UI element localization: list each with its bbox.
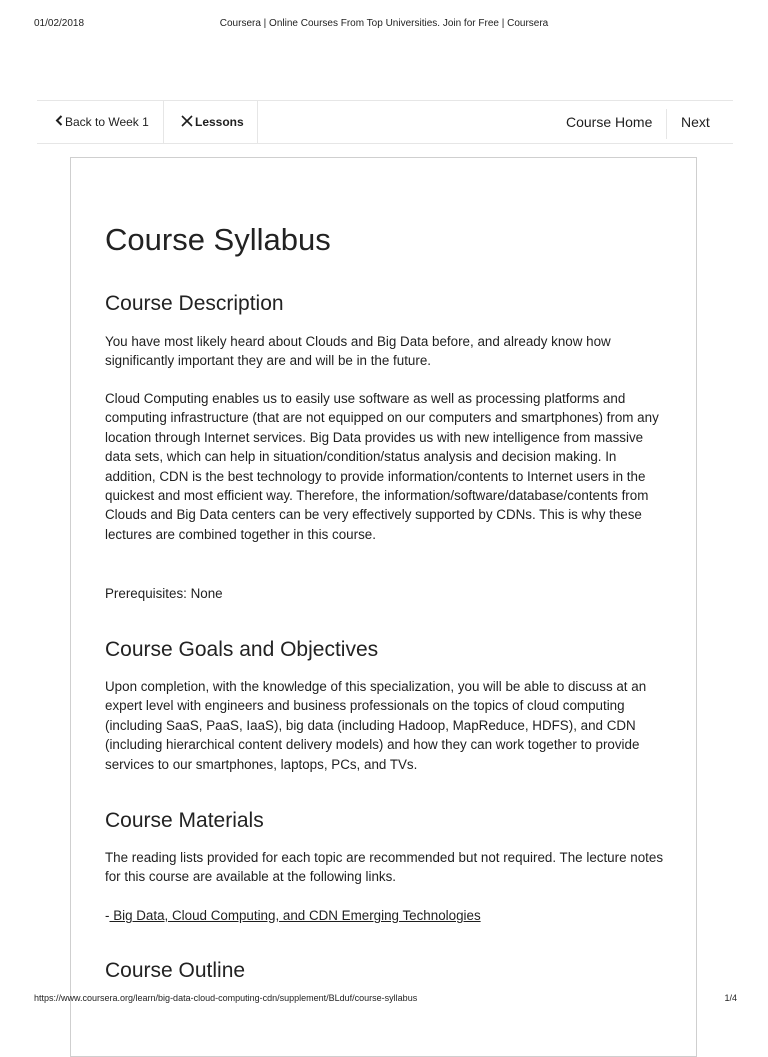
lessons-label: Lessons — [195, 115, 244, 129]
nav-divider — [257, 101, 258, 143]
course-home-link[interactable]: Course Home — [566, 114, 653, 130]
next-button[interactable]: Next — [681, 114, 710, 130]
prerequisites-text: Prerequisites: None — [105, 586, 223, 601]
course-description-heading: Course Description — [105, 292, 284, 315]
link-prefix: - — [105, 908, 110, 923]
goals-paragraph: Upon completion, with the knowledge of this specialization, you will be able to discuss at an expert level with engineers and business professionals on the topics of cloud computing (including SaaS, PaaS, IaaS), big data (including Hadoop, MapReduce, HDFS), and CDN (including hierarchical content delivery models) and how they can work together to provide services to our smartphones, laptops, PCs, and TVs. — [105, 679, 647, 772]
course-outline-heading: Course Outline — [105, 959, 246, 982]
nav-divider — [666, 109, 667, 139]
materials-paragraph: The reading lists provided for each topic are recommended but not required. The lecture notes for this course are available at the following links. — [105, 850, 664, 885]
print-header — [0, 18, 768, 32]
back-to-week-button[interactable] — [55, 101, 149, 143]
back-to-week-label: Back to Week 1 — [65, 115, 149, 129]
print-page-number: 1/4 — [724, 993, 737, 1003]
materials-link-line — [105, 906, 665, 925]
nav-divider — [163, 101, 164, 143]
print-footer — [0, 993, 768, 1007]
page-title: Course Syllabus — [105, 222, 331, 257]
lesson-nav-bar — [37, 100, 733, 144]
course-goals-heading: Course Goals and Objectives — [105, 638, 379, 661]
chevron-left-icon — [55, 115, 63, 129]
lecture-notes-link[interactable]: Big Data, Cloud Computing, and CDN Emerging Technologies — [109, 908, 481, 923]
print-page-title: Coursera | Online Courses From Top Universities. Join for Free | Coursera — [219, 18, 549, 29]
description-paragraph-1: You have most likely heard about Clouds and Big Data before, and already know how significantly important they are and will be in the future. — [105, 334, 611, 369]
course-materials-heading: Course Materials — [105, 809, 264, 832]
print-date: 01/02/2018 — [34, 18, 85, 29]
print-url: https://www.coursera.org/learn/big-data-cloud-computing-cdn/supplement/BLduf/course-syllabus — [34, 993, 418, 1003]
syllabus-card — [70, 157, 697, 1057]
close-icon — [181, 115, 193, 130]
description-paragraph-2: Cloud Computing enables us to easily use software as well as processing platforms and computing infrastructure (that are not equipped on our computers and smartphones) from any location through Internet services. Big Data provides us with new intelligence from massive data sets, which can help in situation/condition/status analysis and decision making. In addition, CDN is the best technology to provide information/contents to Internet users in the quickest and most efficient way. Therefore, the information/software/database/contents from Clouds and Big Data centers can be very effectively supported by CDNs. This is why these lectures are combined together in this course. — [105, 391, 659, 542]
lessons-button[interactable] — [181, 101, 244, 143]
